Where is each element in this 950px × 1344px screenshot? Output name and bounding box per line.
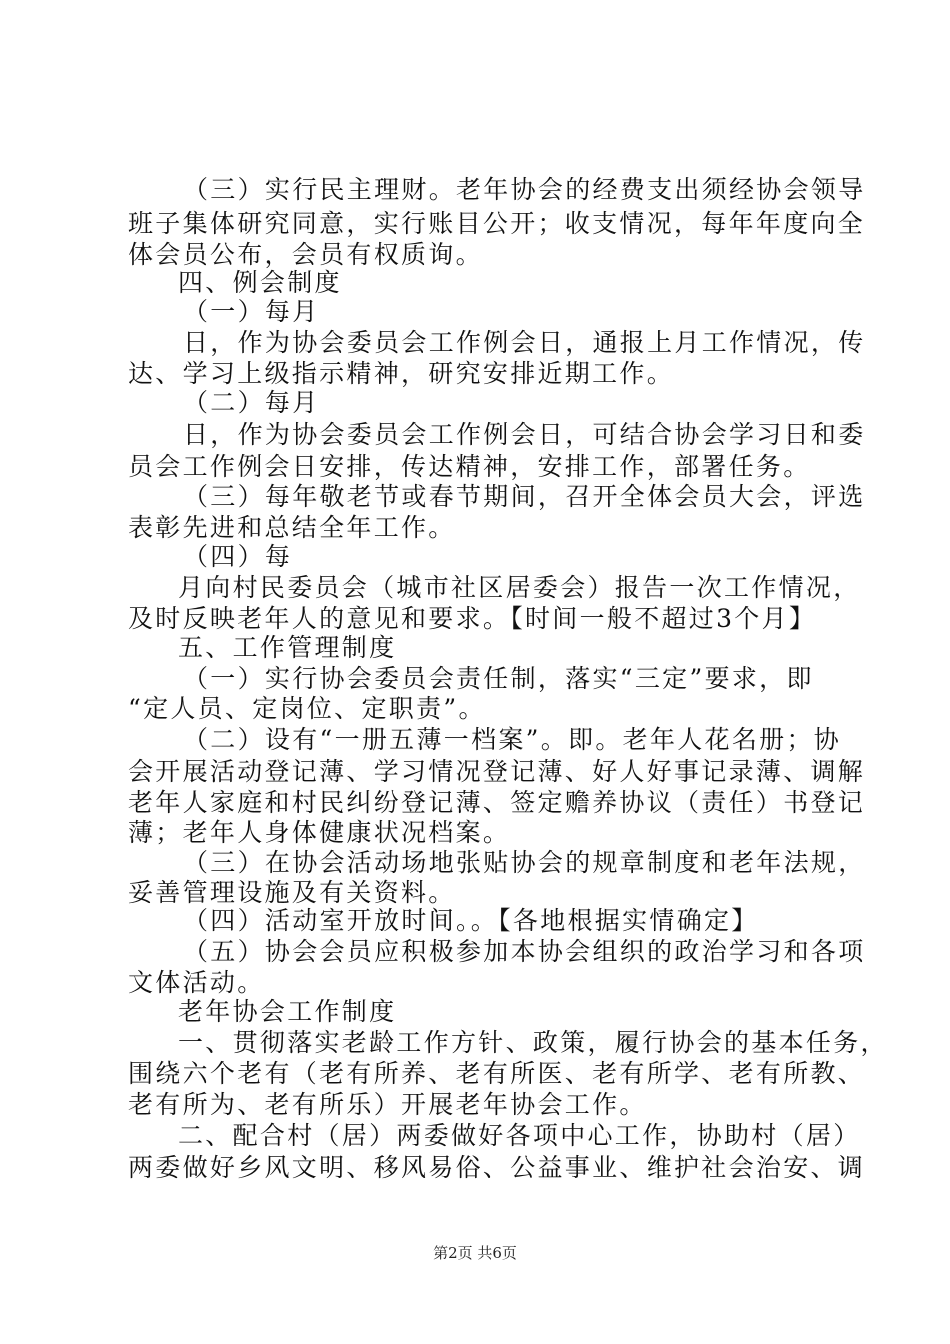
text-line: （二）设有“一册五薄一档案”。即。老年人花名册；协 [183,725,842,754]
text-line: 围绕六个老有（老有所养、老有所医、老有所学、老有所教、 [128,1059,866,1088]
text-line: （一）每月 [183,297,320,326]
section-heading: 老年协会工作制度 [178,997,397,1026]
text-line: 妥善管理设施及有关资料。 [128,878,456,907]
text-line: 日，作为协会委员会工作例会日，可结合协会学习日和委 [183,420,866,449]
text-line: （五）协会会员应积极参加本协会组织的政治学习和各项 [183,937,866,966]
text-line: 员会工作例会日安排，传达精神，安排工作，部署任务。 [128,452,811,481]
text-line: 达、学习上级指示精神，研究安排近期工作。 [128,359,675,388]
page-number-footer: 第2页 共6页 [433,1244,517,1262]
text-line: 会开展活动登记薄、学习情况登记薄、好人好事记录薄、调解 [128,757,866,786]
text-line: 文体活动。 [128,968,265,997]
text-line: 两委做好乡风文明、移风易俗、公益事业、维护社会治安、调 [128,1153,866,1182]
text-line: 日，作为协会委员会工作例会日，通报上月工作情况，传 [183,328,866,357]
section-heading: 五、工作管理制度 [178,633,397,662]
text-line: 体会员公布，会员有权质询。 [128,240,483,269]
text-line: 二、配合村（居）两委做好各项中心工作，协助村（居） [178,1121,861,1150]
text-line: 表彰先进和总结全年工作。 [128,513,456,542]
text-line: （四）每 [183,542,293,571]
text-line: 老有所为、老有所乐）开展老年协会工作。 [128,1090,647,1119]
text-line: “定人员、定岗位、定职责”。 [128,694,486,723]
text-line: 老年人家庭和村民纠纷登记薄、签定赡养协议（责任）书登记 [128,788,866,817]
text-line: 一、贯彻落实老龄工作方针、政策，履行协会的基本任务， [178,1028,888,1057]
text-line: （二）每月 [183,388,320,417]
text-line: （四）活动室开放时间。。【各地根据实情确定】 [183,906,759,935]
text-line: （三）每年敬老节或春节期间，召开全体会员大会，评选 [183,482,866,511]
text-line: （三）实行民主理财。老年协会的经费支出须经协会领导 [183,175,866,204]
text-line: 及时反映老年人的意见和要求。【时间一般不超过3个月】 [128,604,817,633]
text-line: 班子集体研究同意，实行账目公开；收支情况，每年年度向全 [128,209,866,238]
text-line: （一）实行协会委员会责任制，落实“三定”要求，即 [183,664,814,693]
text-line: 月向村民委员会（城市社区居委会）报告一次工作情况， [178,573,861,602]
section-heading: 四、例会制度 [178,268,342,297]
text-line: 薄；老年人身体健康状况档案。 [128,818,511,847]
text-line: （三）在协会活动场地张贴协会的规章制度和老年法规， [183,848,866,877]
